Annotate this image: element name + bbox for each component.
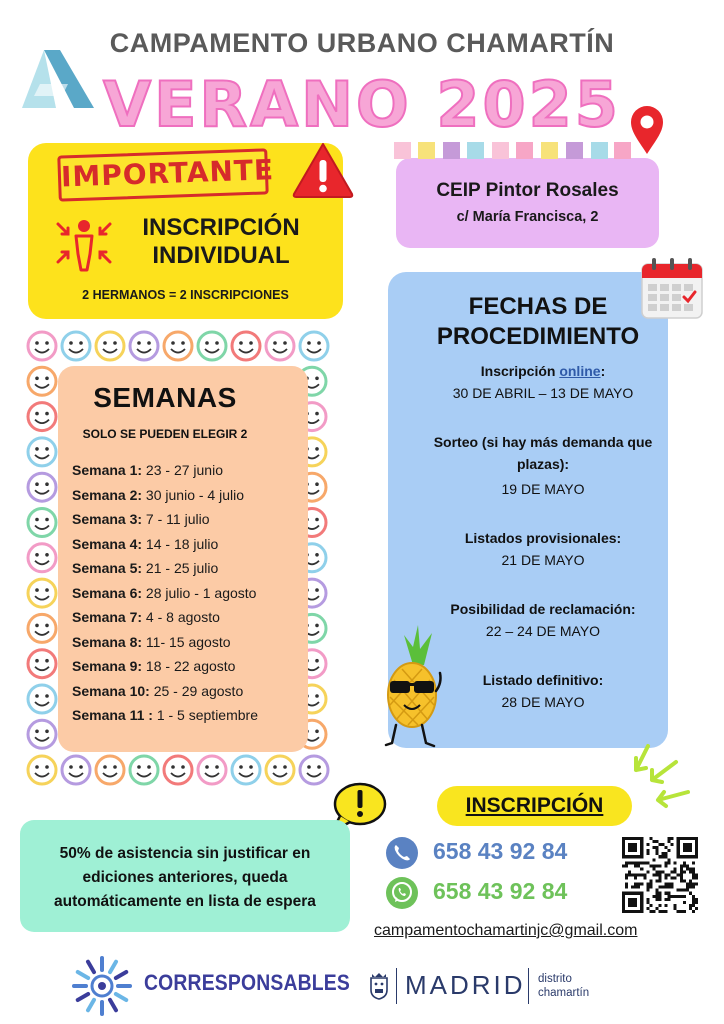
week-item: Semana 7: 4 - 8 agosto [72, 609, 220, 625]
smiley-icon [28, 473, 56, 501]
whatsapp-number[interactable]: 658 43 92 84 [433, 878, 568, 904]
email-link[interactable]: campamentochamartinjc@gmail.com [374, 922, 638, 939]
smiley-icon [28, 509, 56, 537]
online-link[interactable]: online [559, 363, 601, 379]
week-item: Semana 10: 25 - 29 agosto [72, 682, 244, 699]
bunting-flag [492, 142, 509, 159]
weeks-note: SOLO SE PUEDEN ELEGIR 2 [82, 427, 248, 441]
week-item: Semana 3: 7 - 11 julio [72, 511, 210, 527]
pin-icon [628, 104, 666, 156]
weeks-list [72, 458, 312, 728]
date-label: Listado definitivo: [482, 672, 604, 688]
week-item: Semana 6: 28 julio - 1 agosto [72, 584, 257, 601]
smiley-icon [198, 332, 226, 360]
smiley-icon [164, 332, 192, 360]
registration-button[interactable]: INSCRIPCIÓN [437, 786, 632, 826]
district-text: distrito chamartín [538, 973, 590, 999]
smiley-icon [266, 756, 294, 784]
smiley-icon [266, 332, 294, 360]
smiley-icon [28, 544, 56, 572]
date-value: 30 DE ABRIL – 13 DE MAYO [452, 385, 634, 401]
smiley-icon [28, 579, 56, 607]
whatsapp-icon [385, 876, 419, 910]
warning-icon [290, 140, 356, 200]
bunting-flag [516, 142, 533, 159]
corresponsables-text: CORRESPONSABLES [144, 970, 350, 995]
bunting-flag [541, 142, 558, 159]
date-label: Inscripción online: [480, 363, 606, 379]
bunting-flag [566, 142, 583, 159]
divider [396, 968, 397, 1004]
corresponsables-logo-icon [70, 954, 134, 1018]
siblings-note: 2 HERMANOS = 2 INSCRIPCIONES [82, 288, 289, 302]
phone-icon [385, 836, 419, 870]
week-item: Semana 8: 11- 15 agosto [72, 633, 231, 650]
qr-code-icon[interactable] [622, 837, 698, 913]
week-item: Semana 1: 23 - 27 junio [72, 462, 223, 478]
date-value: 21 DE MAYO [501, 552, 585, 568]
weeks-title: SEMANAS [93, 382, 237, 413]
smiley-icon [28, 332, 56, 360]
smiley-icon [96, 756, 124, 784]
dates-title: FECHAS DE PROCEDIMIENTO [436, 293, 640, 350]
phone-number[interactable]: 658 43 92 84 [433, 838, 568, 864]
attendance-text: 50% de asistencia sin justificar en ediciones anteriores, queda automáticamente en lista de espera [54, 845, 316, 910]
smiley-icon [198, 756, 226, 784]
date-label: Posibilidad de reclamación: [450, 601, 636, 617]
smiley-icon [28, 614, 56, 642]
pineapple-icon [382, 625, 444, 750]
date-label: Sorteo (si hay más demanda que plazas): [433, 434, 653, 472]
smiley-icon [130, 756, 158, 784]
page-title: CAMPAMENTO URBANO CHAMARTÍN [109, 28, 615, 58]
smiley-icon [62, 756, 90, 784]
smiley-icon [96, 332, 124, 360]
week-item: Semana 5: 21 - 25 julio [72, 560, 219, 576]
smiley-icon [164, 756, 192, 784]
page-subtitle: VERANO 2025 [103, 68, 621, 141]
week-item: Semana 4: 14 - 18 julio [72, 535, 219, 552]
date-label: Listados provisionales: [464, 530, 622, 546]
smiley-icon [28, 367, 56, 395]
madrid-logo-text: MADRID [405, 970, 526, 1000]
smiley-icon [28, 438, 56, 466]
location-name: CEIP Pintor Rosales [436, 180, 619, 201]
individual-registration-heading: INSCRIPCIÓN INDIVIDUAL [142, 214, 300, 269]
smiley-icon [232, 756, 260, 784]
location-box [396, 158, 659, 248]
bunting-flag [591, 142, 608, 159]
smiley-icon [28, 720, 56, 748]
madrid-crest-icon [368, 972, 390, 1000]
week-item: Semana 11 : 1 - 5 septiembre [72, 707, 258, 723]
location-address: c/ María Francisca, 2 [456, 209, 599, 225]
smiley-icon [28, 650, 56, 678]
week-item: Semana 9: 18 - 22 agosto [72, 658, 236, 674]
date-value: 19 DE MAYO [501, 481, 585, 497]
smiley-icon [62, 332, 90, 360]
bunting-flag [418, 142, 435, 159]
bunting-flag [394, 142, 411, 159]
week-item: Semana 2: 30 junio - 4 julio [72, 486, 244, 503]
smiley-icon [300, 756, 328, 784]
smiley-icon [300, 332, 328, 360]
person-icon [54, 214, 114, 272]
bunting-flag [467, 142, 484, 159]
date-value: 22 – 24 DE MAYO [485, 623, 601, 639]
smiley-icon [28, 403, 56, 431]
divider [528, 968, 529, 1004]
bunting-flag [443, 142, 460, 159]
smiley-icon [28, 685, 56, 713]
date-value: 28 DE MAYO [501, 694, 585, 710]
smiley-icon [28, 756, 56, 784]
important-stamp: IMPORTANTE [57, 148, 268, 201]
smiley-icon [232, 332, 260, 360]
smiley-icon [130, 332, 158, 360]
